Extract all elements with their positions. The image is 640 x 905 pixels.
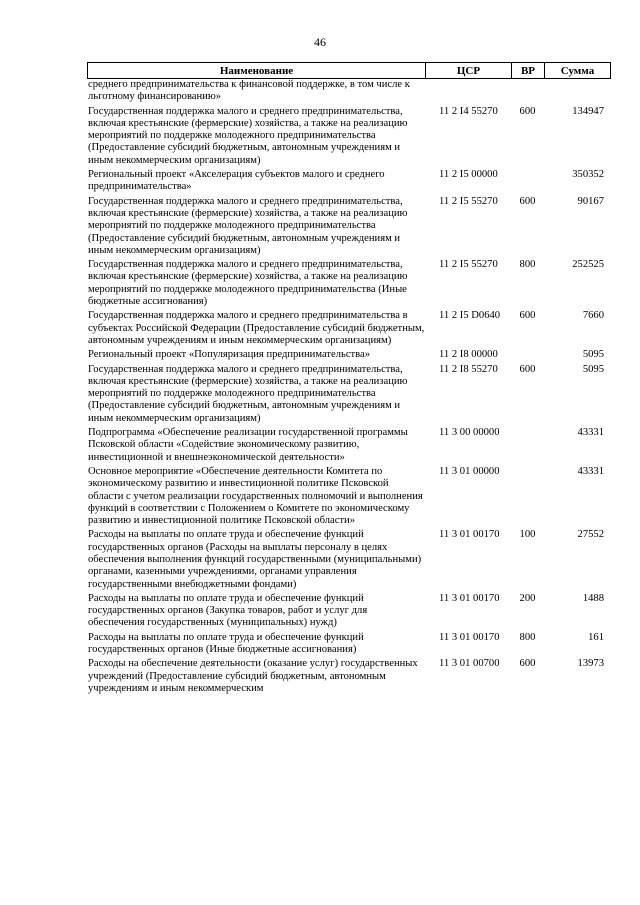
row-name: Расходы на обеспечение деятельности (оказание услуг) государственных учреждений (Предоставление субсидий бюджетным, автономным учреждениям и иным некоммерческим <box>88 658 418 694</box>
row-csr: 11 2 I8 55270 <box>439 363 498 375</box>
row-csr: 11 3 00 00000 <box>439 427 500 439</box>
row-vr: 600 <box>519 310 536 322</box>
row-csr: 11 2 I5 00000 <box>439 169 498 181</box>
row-name: Государственная поддержка малого и среднего предпринимательства, включая крестьянские (фермерские) хозяйства, а также на реализацию мероприятий по поддержке молодежного предпринимательства (Предоставление субсидий бюджетным, автономным учреждениям и иным некоммерческим организациям) <box>88 195 408 256</box>
row-name: Региональный проект «Акселерация субъектов малого и среднего предпринимательства» <box>88 169 385 193</box>
row-vr: 600 <box>519 363 536 375</box>
row-sum: 5095 <box>582 349 604 361</box>
row-vr: 800 <box>519 631 536 643</box>
row-name: Расходы на выплаты по оплате труда и обеспечение функций государственных органов (Расходы на выплаты персоналу в целях обеспечения выполнения функций государственными (муниципальными) органами, казенными учреждениями, органами управления государственными внебюджетными фондами) <box>88 529 422 590</box>
row-name: Подпрограмма «Обеспечение реализации государственной программы Псковской области «Содействие экономическому развитию, инвестиционной и внешнеэкономической деятельности» <box>88 427 408 463</box>
row-name: Расходы на выплаты по оплате труда и обеспечение функций государственных органов (Иные бюджетные ассигнования) <box>88 631 364 656</box>
row-sum: 350352 <box>572 169 604 181</box>
row-vr: 600 <box>519 105 536 117</box>
row-vr <box>511 79 544 106</box>
row-sum: 27552 <box>577 529 604 541</box>
row-sum: 5095 <box>582 363 604 375</box>
row-vr: 600 <box>519 658 536 670</box>
row-vr: 200 <box>519 592 536 604</box>
row-vr: 800 <box>519 259 536 271</box>
header-csr: ЦСР <box>425 62 511 79</box>
row-vr <box>511 427 544 466</box>
row-name: Государственная поддержка малого и среднего предпринимательства в субъектах Российской Федерации (Предоставление субсидий бюджетным, автономным учреждениям и иным некоммерческим организациям) <box>88 310 425 346</box>
row-sum: 43331 <box>577 427 604 439</box>
row-csr: 11 3 01 00700 <box>439 658 500 670</box>
row-vr: 100 <box>519 529 536 541</box>
row-csr: 11 2 I5 55270 <box>439 195 498 207</box>
row-sum: 134947 <box>572 105 604 117</box>
row-csr: 11 3 01 00170 <box>439 631 500 643</box>
row-vr <box>511 349 544 363</box>
row-sum <box>544 79 611 106</box>
row-csr: 11 2 I5 55270 <box>439 259 498 271</box>
row-vr <box>511 466 544 529</box>
row-csr <box>425 79 511 106</box>
header-sum: Сумма <box>544 62 611 79</box>
header-name: Наименование <box>87 62 425 79</box>
header-vr: ВР <box>511 62 544 79</box>
budget-table <box>87 62 611 697</box>
row-sum: 7660 <box>582 310 604 322</box>
row-csr: 11 2 I4 55270 <box>439 105 498 117</box>
page-number: 46 <box>314 35 326 49</box>
row-sum: 161 <box>588 631 604 643</box>
row-sum: 90167 <box>577 195 604 207</box>
row-sum: 43331 <box>577 465 604 477</box>
row-csr: 11 3 01 00170 <box>439 529 500 541</box>
row-name: Основное мероприятие «Обеспечение деятельности Комитета по экономическому развитию и инвестиционной политике Псковской области с учетом реализации государственных полномочий и выполнения функций в соответствии с Положением о Комитете по экономическому развитию и инвестиционной политике Псковской области» <box>88 465 423 527</box>
row-name: Государственная поддержка малого и среднего предпринимательства, включая крестьянские (фермерские) хозяйства, а также на реализацию мероприятий по поддержке молодежного предпринимательства (Предоставление субсидий бюджетным, автономным учреждениям и иным некоммерческим организациям) <box>88 363 408 424</box>
row-sum: 252525 <box>572 259 604 271</box>
row-name: Государственная поддержка малого и среднего предпринимательства, включая крестьянские (фермерские) хозяйства, а также на реализацию мероприятий по поддержке молодежного предпринимательства (Иные бюджетные ассигнования) <box>88 259 408 308</box>
row-name: Региональный проект «Популяризация предпринимательства» <box>88 349 371 361</box>
row-sum: 13973 <box>577 658 604 670</box>
row-name: Государственная поддержка малого и среднего предпринимательства, включая крестьянские (фермерские) хозяйства, а также на реализацию мероприятий по поддержке молодежного предпринимательства (Предоставление субсидий бюджетным, автономным учреждениям и иным некоммерческим организациям) <box>88 105 408 166</box>
row-csr: 11 3 01 00000 <box>439 465 500 477</box>
row-vr: 600 <box>519 195 536 207</box>
row-name: среднего предпринимательства к финансовой поддержке, в том числе к льготному финансированию» <box>88 79 410 103</box>
row-csr: 11 3 01 00170 <box>439 592 500 604</box>
row-vr <box>511 169 544 196</box>
row-name: Расходы на выплаты по оплате труда и обеспечение функций государственных органов (Закупка товаров, работ и услуг для обеспечения государственных (муниципальных) нужд) <box>88 592 368 629</box>
row-csr: 11 2 I8 00000 <box>439 349 498 361</box>
row-sum: 1488 <box>582 592 604 604</box>
row-csr: 11 2 I5 D0640 <box>439 310 501 322</box>
